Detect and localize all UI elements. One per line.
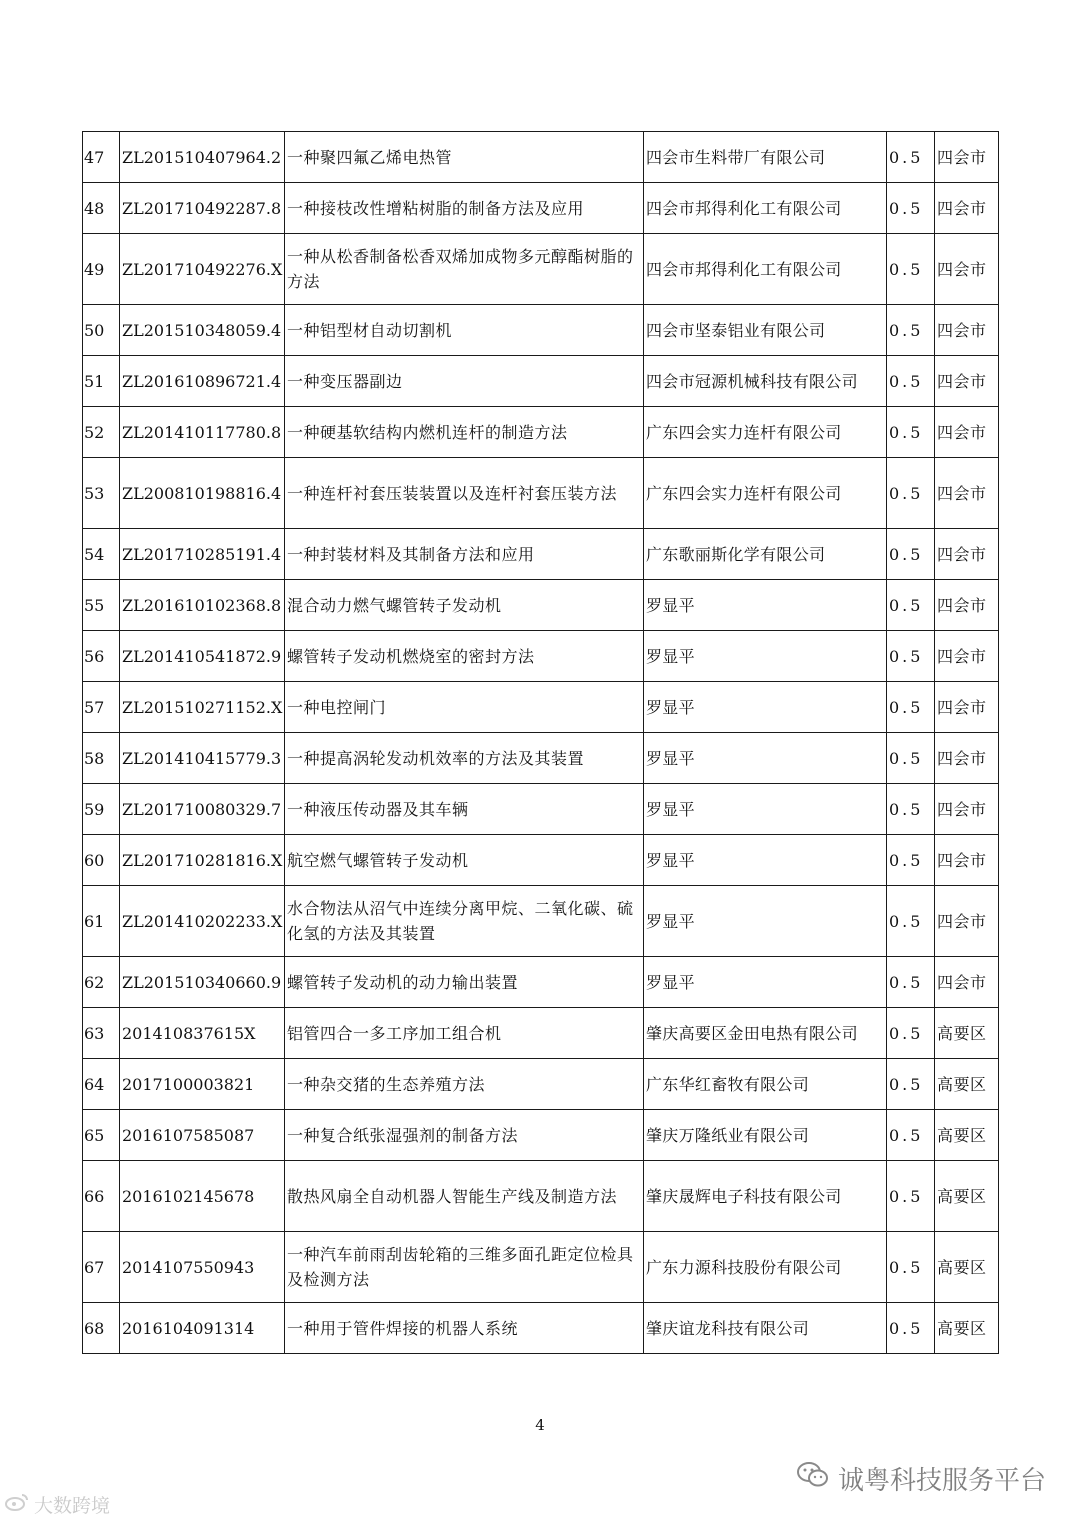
table-row	[83, 1059, 999, 1110]
cell-no: 59	[83, 784, 120, 835]
cell-patent-number: ZL201410202233.X	[120, 886, 285, 957]
table-row	[83, 1161, 999, 1232]
cell-patent-number: ZL201410541872.9	[120, 631, 285, 682]
table-row	[83, 132, 999, 183]
cell-region: 四会市	[935, 835, 999, 886]
cell-region: 四会市	[935, 682, 999, 733]
cell-no: 53	[83, 458, 120, 529]
cell-patent-number: ZL201510348059.4	[120, 305, 285, 356]
cell-no: 64	[83, 1059, 120, 1110]
table-row	[83, 458, 999, 529]
cell-amount: 0.5	[887, 835, 935, 886]
cell-patent-title: 一种电控闸门	[285, 682, 644, 733]
table-row	[83, 580, 999, 631]
cell-patent-owner: 广东四会实力连杆有限公司	[644, 407, 887, 458]
cell-patent-number: 2016107585087	[120, 1110, 285, 1161]
cell-amount: 0.5	[887, 1161, 935, 1232]
cell-region: 四会市	[935, 356, 999, 407]
cell-amount: 0.5	[887, 957, 935, 1008]
cell-patent-title: 一种连杆衬套压装装置以及连杆衬套压装方法	[285, 458, 644, 529]
cell-patent-number: ZL201710492276.X	[120, 234, 285, 305]
cell-patent-owner: 肇庆晟辉电子科技有限公司	[644, 1161, 887, 1232]
cell-amount: 0.5	[887, 234, 935, 305]
table-row	[83, 682, 999, 733]
cell-no: 67	[83, 1232, 120, 1303]
cell-amount: 0.5	[887, 1303, 935, 1354]
page-number: 4	[535, 1416, 545, 1434]
cell-no: 63	[83, 1008, 120, 1059]
cell-patent-number: 2016104091314	[120, 1303, 285, 1354]
cell-patent-title: 混合动力燃气螺管转子发动机	[285, 580, 644, 631]
cell-patent-title: 一种液压传动器及其车辆	[285, 784, 644, 835]
cell-patent-owner: 四会市冠源机械科技有限公司	[644, 356, 887, 407]
table-row	[83, 305, 999, 356]
cell-amount: 0.5	[887, 407, 935, 458]
cell-patent-owner: 罗显平	[644, 733, 887, 784]
table-row	[83, 234, 999, 305]
cell-patent-title: 一种铝型材自动切割机	[285, 305, 644, 356]
cell-region: 四会市	[935, 784, 999, 835]
cell-patent-title: 水合物法从沼气中连续分离甲烷、二氧化碳、硫化氢的方法及其装置	[285, 886, 644, 957]
cell-patent-number: ZL201510407964.2	[120, 132, 285, 183]
cell-patent-number: 2016102145678	[120, 1161, 285, 1232]
cell-amount: 0.5	[887, 132, 935, 183]
cell-no: 47	[83, 132, 120, 183]
cell-no: 57	[83, 682, 120, 733]
cell-no: 62	[83, 957, 120, 1008]
cell-patent-title: 一种提高涡轮发动机效率的方法及其装置	[285, 733, 644, 784]
cell-region: 四会市	[935, 886, 999, 957]
cell-patent-owner: 肇庆谊龙科技有限公司	[644, 1303, 887, 1354]
cell-amount: 0.5	[887, 733, 935, 784]
table-row	[83, 1303, 999, 1354]
cell-patent-owner: 罗显平	[644, 886, 887, 957]
watermark-platform-text: 诚粤科技服务平台	[837, 1466, 1046, 1496]
cell-patent-owner: 肇庆高要区金田电热有限公司	[644, 1008, 887, 1059]
cell-no: 68	[83, 1303, 120, 1354]
cell-patent-owner: 罗显平	[644, 784, 887, 835]
cell-amount: 0.5	[887, 580, 935, 631]
cell-patent-title: 螺管转子发动机的动力输出装置	[285, 957, 644, 1008]
cell-no: 48	[83, 183, 120, 234]
cell-no: 60	[83, 835, 120, 886]
watermark-source	[4, 1491, 110, 1518]
cell-no: 54	[83, 529, 120, 580]
cell-patent-title: 一种封装材料及其制备方法和应用	[285, 529, 644, 580]
cell-region: 四会市	[935, 631, 999, 682]
cell-region: 四会市	[935, 183, 999, 234]
cell-patent-number: ZL201710492287.8	[120, 183, 285, 234]
table-row	[83, 631, 999, 682]
cell-patent-number: 2017100003821	[120, 1059, 285, 1110]
cell-region: 高要区	[935, 1059, 999, 1110]
cell-amount: 0.5	[887, 458, 935, 529]
cell-amount: 0.5	[887, 356, 935, 407]
cell-no: 52	[83, 407, 120, 458]
cell-no: 49	[83, 234, 120, 305]
cell-patent-title: 一种汽车前雨刮齿轮箱的三维多面孔距定位检具及检测方法	[285, 1232, 644, 1303]
cell-patent-number: ZL201610102368.8	[120, 580, 285, 631]
cell-patent-owner: 广东四会实力连杆有限公司	[644, 458, 887, 529]
cell-patent-owner: 罗显平	[644, 835, 887, 886]
cell-patent-owner: 罗显平	[644, 682, 887, 733]
cell-no: 50	[83, 305, 120, 356]
cell-amount: 0.5	[887, 305, 935, 356]
cell-amount: 0.5	[887, 1110, 935, 1161]
cell-patent-number: ZL201710281816.X	[120, 835, 285, 886]
cell-patent-owner: 罗显平	[644, 580, 887, 631]
cell-region: 四会市	[935, 132, 999, 183]
cell-region: 四会市	[935, 580, 999, 631]
cell-patent-title: 铝管四合一多工序加工组合机	[285, 1008, 644, 1059]
cell-patent-number: ZL201410117780.8	[120, 407, 285, 458]
cell-amount: 0.5	[887, 1059, 935, 1110]
cell-region: 四会市	[935, 957, 999, 1008]
cell-region: 高要区	[935, 1232, 999, 1303]
cell-patent-owner: 罗显平	[644, 631, 887, 682]
cell-region: 四会市	[935, 234, 999, 305]
table-row	[83, 1232, 999, 1303]
cell-patent-title: 一种复合纸张湿强剂的制备方法	[285, 1110, 644, 1161]
cell-patent-number: ZL201710285191.4	[120, 529, 285, 580]
table-row	[83, 356, 999, 407]
cell-amount: 0.5	[887, 631, 935, 682]
table-row	[83, 1110, 999, 1161]
cell-no: 65	[83, 1110, 120, 1161]
cell-patent-title: 航空燃气螺管转子发动机	[285, 835, 644, 886]
cell-no: 55	[83, 580, 120, 631]
weibo-icon	[4, 1492, 30, 1517]
cell-amount: 0.5	[887, 784, 935, 835]
cell-patent-title: 螺管转子发动机燃烧室的密封方法	[285, 631, 644, 682]
cell-patent-title: 一种接枝改性增粘树脂的制备方法及应用	[285, 183, 644, 234]
cell-amount: 0.5	[887, 1008, 935, 1059]
cell-region: 高要区	[935, 1161, 999, 1232]
cell-no: 56	[83, 631, 120, 682]
table-row	[83, 1008, 999, 1059]
cell-patent-owner: 四会市生料带厂有限公司	[644, 132, 887, 183]
cell-amount: 0.5	[887, 529, 935, 580]
cell-patent-owner: 罗显平	[644, 957, 887, 1008]
cell-amount: 0.5	[887, 1232, 935, 1303]
cell-patent-title: 一种变压器副边	[285, 356, 644, 407]
table-row	[83, 886, 999, 957]
watermark-platform	[796, 1460, 1046, 1497]
cell-region: 四会市	[935, 529, 999, 580]
cell-patent-number: ZL201410415779.3	[120, 733, 285, 784]
table-row	[83, 784, 999, 835]
cell-patent-title: 一种用于管件焊接的机器人系统	[285, 1303, 644, 1354]
cell-patent-number: ZL201610896721.4	[120, 356, 285, 407]
cell-patent-owner: 四会市邦得利化工有限公司	[644, 183, 887, 234]
cell-region: 四会市	[935, 305, 999, 356]
table-row	[83, 835, 999, 886]
cell-patent-number: 201410837615X	[120, 1008, 285, 1059]
cell-patent-number: ZL201510271152.X	[120, 682, 285, 733]
wechat-icon	[796, 1461, 830, 1496]
table-row	[83, 529, 999, 580]
cell-patent-owner: 广东歌丽斯化学有限公司	[644, 529, 887, 580]
cell-patent-owner: 四会市坚泰铝业有限公司	[644, 305, 887, 356]
table-row	[83, 407, 999, 458]
cell-patent-title: 散热风扇全自动机器人智能生产线及制造方法	[285, 1161, 644, 1232]
cell-region: 高要区	[935, 1110, 999, 1161]
cell-patent-owner: 肇庆万隆纸业有限公司	[644, 1110, 887, 1161]
cell-amount: 0.5	[887, 183, 935, 234]
cell-region: 四会市	[935, 458, 999, 529]
cell-amount: 0.5	[887, 886, 935, 957]
cell-patent-title: 一种聚四氟乙烯电热管	[285, 132, 644, 183]
cell-patent-number: ZL201510340660.9	[120, 957, 285, 1008]
cell-no: 61	[83, 886, 120, 957]
cell-patent-title: 一种硬基软结构内燃机连杆的制造方法	[285, 407, 644, 458]
cell-patent-title: 一种从松香制备松香双烯加成物多元醇酯树脂的方法	[285, 234, 644, 305]
cell-patent-title: 一种杂交猪的生态养殖方法	[285, 1059, 644, 1110]
cell-patent-number: 2014107550943	[120, 1232, 285, 1303]
cell-no: 51	[83, 356, 120, 407]
cell-region: 高要区	[935, 1303, 999, 1354]
cell-patent-owner: 广东力源科技股份有限公司	[644, 1232, 887, 1303]
cell-amount: 0.5	[887, 682, 935, 733]
cell-region: 四会市	[935, 407, 999, 458]
watermark-source-text: 大数跨境	[34, 1495, 111, 1517]
cell-no: 66	[83, 1161, 120, 1232]
table-row	[83, 733, 999, 784]
table-row	[83, 957, 999, 1008]
cell-region: 高要区	[935, 1008, 999, 1059]
table-row	[83, 183, 999, 234]
patent-table	[82, 131, 999, 1354]
cell-patent-number: ZL201710080329.7	[120, 784, 285, 835]
cell-region: 四会市	[935, 733, 999, 784]
cell-no: 58	[83, 733, 120, 784]
cell-patent-owner: 广东华红畜牧有限公司	[644, 1059, 887, 1110]
cell-patent-owner: 四会市邦得利化工有限公司	[644, 234, 887, 305]
cell-patent-number: ZL200810198816.4	[120, 458, 285, 529]
